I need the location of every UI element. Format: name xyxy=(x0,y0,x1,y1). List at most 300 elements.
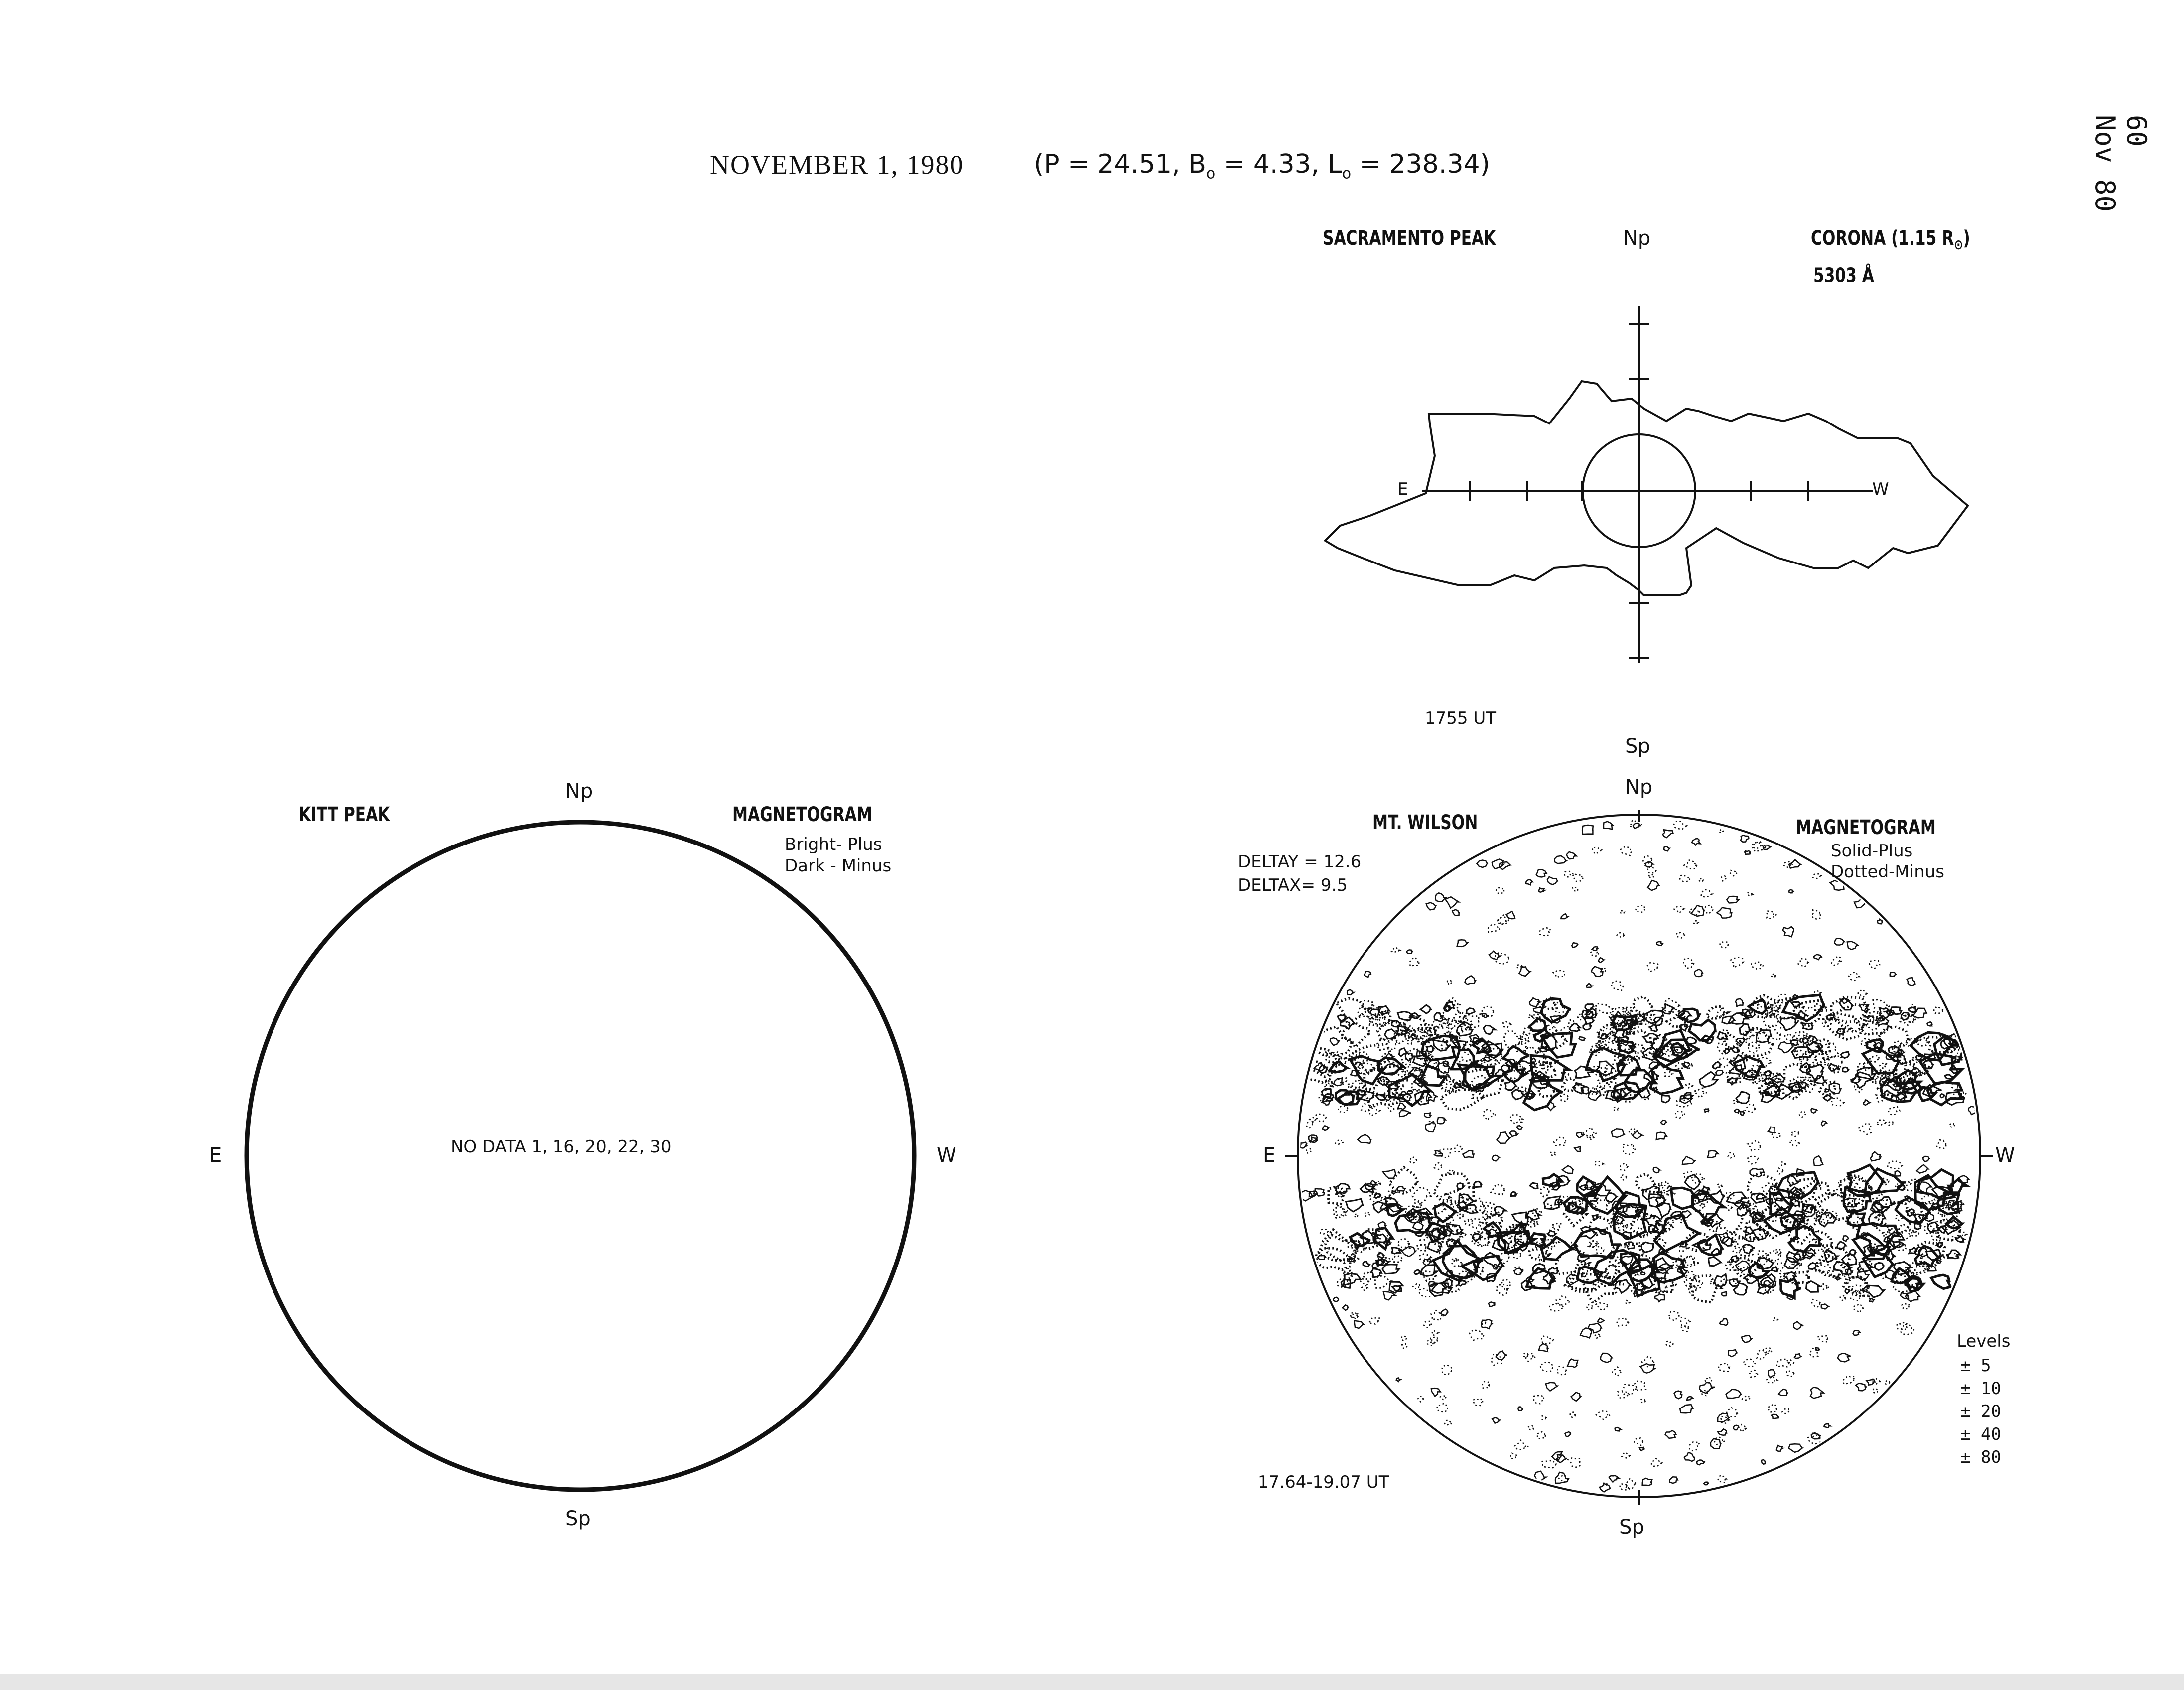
contour-line xyxy=(1437,1118,1446,1124)
contour-line xyxy=(1783,1206,1819,1230)
contour-line xyxy=(1948,1250,1961,1259)
contour-line xyxy=(1561,1094,1569,1101)
contour-line xyxy=(1890,973,1896,977)
contour-line xyxy=(1575,1146,1581,1151)
contour-line xyxy=(1517,1126,1522,1129)
contour-line xyxy=(1880,1063,1886,1069)
mt-wilson-time: 17.64-19.07 UT xyxy=(1258,1472,1389,1492)
contour-line xyxy=(1888,1160,1902,1169)
contour-line xyxy=(1869,961,1880,969)
contour-line xyxy=(1620,1163,1629,1170)
contour-line xyxy=(1465,976,1476,984)
contour-line xyxy=(1817,1336,1828,1342)
b0-subscript-icon: o xyxy=(1206,165,1216,183)
contour-line xyxy=(1713,1062,1720,1069)
contour-line xyxy=(1686,1084,1692,1088)
contour-line xyxy=(1915,1223,1921,1229)
header-b0-text: = 4.33, L xyxy=(1223,149,1342,179)
contour-line xyxy=(1655,1294,1665,1302)
contour-line xyxy=(1514,1440,1528,1450)
contour-line xyxy=(1555,1472,1569,1483)
contour-line xyxy=(1708,1257,1721,1266)
contour-line xyxy=(1666,1341,1673,1346)
contour-line xyxy=(1567,852,1577,859)
contour-line xyxy=(1730,870,1737,876)
contour-line xyxy=(1565,1432,1571,1437)
contour-line xyxy=(1346,1199,1363,1212)
contour-line xyxy=(1468,1219,1483,1228)
contour-line xyxy=(1527,1268,1554,1289)
contour-line xyxy=(1740,1024,1752,1035)
contour-line xyxy=(1683,958,1694,968)
contour-line xyxy=(1551,1152,1555,1155)
mt-wilson-disk xyxy=(1298,815,1980,1497)
contour-line xyxy=(1354,1321,1364,1328)
contour-line xyxy=(1737,1029,1773,1056)
contour-line xyxy=(1620,911,1624,914)
contour-line xyxy=(1557,1367,1567,1375)
contour-line xyxy=(1763,845,1770,849)
contour-line xyxy=(1474,1181,1481,1187)
contour-line xyxy=(1528,1014,1533,1018)
contour-line xyxy=(1824,1424,1830,1428)
corona-outline xyxy=(1325,381,1968,595)
contour-line xyxy=(1333,1297,1339,1302)
contour-line xyxy=(1482,1381,1490,1388)
contour-line xyxy=(1621,847,1631,856)
contour-line xyxy=(1633,996,1654,1015)
contour-line xyxy=(1772,1268,1778,1272)
mt-wilson-west-label: W xyxy=(1995,1144,2015,1167)
contour-line xyxy=(1382,1265,1399,1274)
contour-line xyxy=(1720,1319,1728,1326)
contour-line xyxy=(1554,856,1567,863)
contour-line xyxy=(1763,1348,1772,1354)
contour-line xyxy=(1786,1371,1794,1377)
contour-line xyxy=(1495,1207,1506,1216)
mt-wilson-observatory: MT. WILSON xyxy=(1372,811,1478,834)
contour-line xyxy=(1728,1153,1735,1158)
contour-line xyxy=(1626,1300,1630,1304)
contour-line xyxy=(1300,1142,1308,1148)
contour-line xyxy=(1854,899,1865,908)
contour-line xyxy=(1338,1015,1346,1022)
contour-line xyxy=(1577,1208,1585,1214)
contour-line xyxy=(1775,1249,1782,1255)
contour-line xyxy=(1927,1022,1932,1026)
contour-line xyxy=(1568,1458,1580,1467)
mt-wilson-levels-list xyxy=(1960,1354,2001,1469)
contour-line xyxy=(1586,984,1592,987)
contour-line xyxy=(1420,1065,1446,1086)
contour-line xyxy=(1466,1008,1475,1014)
contour-line xyxy=(1663,830,1673,838)
contour-line xyxy=(1916,1165,1928,1173)
contour-line xyxy=(1665,1051,1673,1057)
contour-line xyxy=(1425,1122,1436,1132)
contour-line xyxy=(1503,1021,1511,1027)
contour-line xyxy=(1398,1103,1406,1110)
contour-line xyxy=(1397,1187,1405,1191)
contour-line xyxy=(1423,1259,1432,1266)
contour-line xyxy=(1802,1023,1813,1029)
contour-line xyxy=(1595,1334,1600,1338)
header-p-text: (P = 24.51, B xyxy=(1034,149,1206,179)
contour-line xyxy=(1554,1137,1566,1146)
contour-line xyxy=(1848,1211,1864,1226)
contour-line xyxy=(1735,1109,1739,1113)
contour-line xyxy=(1582,825,1593,834)
mt-wilson-disk-group xyxy=(1285,810,1993,1505)
contour-line xyxy=(1541,998,1570,1022)
mt-wilson-levels-title: Levels xyxy=(1957,1331,2011,1351)
contour-line xyxy=(1940,1094,1945,1098)
contour-line xyxy=(1534,1471,1546,1481)
contour-line xyxy=(1810,1387,1824,1398)
contour-line xyxy=(1647,963,1658,972)
contour-line xyxy=(1736,999,1743,1007)
contour-line xyxy=(1689,1020,1715,1040)
contour-line xyxy=(1661,1185,1670,1195)
contour-line xyxy=(1546,1383,1557,1391)
contour-line xyxy=(1582,1270,1623,1303)
contour-line xyxy=(1588,1091,1601,1101)
contour-line xyxy=(1401,1336,1407,1341)
contour-line xyxy=(1491,1184,1505,1195)
contour-line xyxy=(1526,880,1533,885)
contour-line xyxy=(1717,908,1732,918)
corona-north-label: Np xyxy=(1623,227,1651,250)
contour-line xyxy=(1426,1046,1434,1052)
contour-line xyxy=(1768,1127,1774,1133)
contour-line xyxy=(1840,1296,1846,1300)
contour-line xyxy=(1392,1256,1402,1262)
contour-line xyxy=(1369,1107,1380,1116)
contour-line xyxy=(1307,1120,1314,1128)
contour-line xyxy=(1519,967,1530,976)
contour-line xyxy=(1492,859,1504,869)
corona-title-text: CORONA (1.15 R xyxy=(1811,227,1954,250)
contour-line xyxy=(1747,892,1753,896)
contour-line xyxy=(1336,1206,1348,1215)
contour-line xyxy=(1676,932,1685,938)
contour-line xyxy=(1814,1156,1823,1166)
contour-line xyxy=(1644,1010,1663,1023)
contour-line xyxy=(1502,1279,1511,1290)
contour-line xyxy=(1488,924,1500,932)
contour-line xyxy=(1434,1173,1474,1202)
contour-line xyxy=(1674,1047,1683,1053)
contour-line xyxy=(1636,1174,1657,1193)
kitt-peak-no-data-note: NO DATA 1, 16, 20, 22, 30 xyxy=(451,1137,672,1157)
contour-line xyxy=(1561,914,1568,919)
contour-line xyxy=(1665,1430,1676,1438)
contour-line xyxy=(1937,1140,1948,1148)
contour-line xyxy=(1692,839,1700,845)
contour-line xyxy=(1748,1156,1759,1164)
contour-line xyxy=(1777,1359,1789,1367)
contour-line xyxy=(1492,1155,1499,1161)
contour-line xyxy=(1889,1107,1900,1115)
contour-line xyxy=(1611,981,1624,991)
contour-line xyxy=(1651,1458,1662,1466)
contour-line xyxy=(1570,1412,1575,1418)
contour-line xyxy=(1867,1380,1875,1385)
contour-line xyxy=(1595,1003,1613,1014)
contour-line xyxy=(1511,1192,1517,1196)
contour-line xyxy=(1815,1076,1826,1084)
contour-line xyxy=(1875,1263,1884,1270)
contour-line xyxy=(1365,971,1371,977)
contour-line xyxy=(1368,1318,1379,1324)
contour-line xyxy=(1452,1259,1463,1266)
contour-line xyxy=(1622,1384,1638,1394)
contour-line xyxy=(1764,1026,1780,1040)
contour-line xyxy=(1640,1364,1655,1373)
contour-line xyxy=(1484,1110,1496,1121)
contour-line xyxy=(1464,1220,1473,1225)
contour-line xyxy=(1410,1067,1423,1077)
contour-line xyxy=(1704,1109,1709,1113)
contour-line xyxy=(1510,1453,1516,1459)
contour-line xyxy=(1888,1122,1894,1126)
contour-line xyxy=(1572,943,1577,948)
contour-line xyxy=(1621,1175,1628,1180)
contour-line xyxy=(1718,1429,1727,1435)
contour-line xyxy=(1539,888,1545,892)
contour-line xyxy=(1788,1444,1802,1452)
contour-line xyxy=(1428,1242,1442,1253)
contour-line xyxy=(1571,1393,1581,1401)
magnetogram-contours xyxy=(1296,820,1977,1492)
contour-line xyxy=(1489,951,1501,960)
contour-line xyxy=(1834,938,1844,945)
header-date-text: NOVEMBER 1, 1980 xyxy=(710,150,964,180)
contour-line xyxy=(1680,1405,1693,1413)
contour-line xyxy=(1745,851,1750,854)
contour-line xyxy=(1452,910,1459,916)
contour-line xyxy=(1592,847,1601,854)
contour-line xyxy=(1441,1309,1448,1316)
contour-line xyxy=(1497,1132,1510,1143)
contour-line xyxy=(1949,1123,1955,1127)
contour-line xyxy=(1749,1370,1758,1377)
kitt-peak-observatory: KITT PEAK xyxy=(299,803,390,826)
contour-line xyxy=(1749,999,1766,1014)
contour-line xyxy=(1573,874,1583,882)
level-item: ± 10 xyxy=(1960,1379,2001,1399)
contour-line xyxy=(1416,1245,1426,1251)
contour-line xyxy=(1699,1383,1715,1394)
contour-line xyxy=(1839,998,1852,1010)
contour-line xyxy=(1768,1404,1776,1412)
contour-line xyxy=(1539,1344,1548,1352)
corona-west-label: W xyxy=(1872,479,1889,499)
contour-line xyxy=(1761,1460,1765,1464)
contour-line xyxy=(1388,1106,1394,1111)
contour-line xyxy=(1457,1214,1463,1219)
contour-line xyxy=(1540,1362,1553,1371)
contour-line xyxy=(1727,896,1739,903)
contour-line xyxy=(1383,1169,1396,1178)
contour-line xyxy=(1330,1062,1347,1072)
contour-line xyxy=(1623,1144,1636,1155)
contour-line xyxy=(1598,1318,1604,1323)
contour-line xyxy=(1821,1304,1828,1309)
contour-line xyxy=(1743,1244,1755,1254)
kitt-peak-north-label: Np xyxy=(565,780,593,803)
contour-line xyxy=(1847,942,1858,950)
contour-line xyxy=(1424,1113,1431,1118)
contour-line xyxy=(1615,1280,1631,1293)
contour-line xyxy=(1934,1006,1944,1014)
contour-line xyxy=(1552,1223,1561,1230)
contour-line xyxy=(1306,1149,1311,1153)
contour-line xyxy=(1562,1166,1573,1173)
contour-line xyxy=(1662,999,1679,1012)
contour-line xyxy=(1407,1040,1413,1044)
contour-line xyxy=(1567,1359,1578,1368)
contour-line xyxy=(1493,1238,1509,1250)
contour-line xyxy=(1704,905,1713,914)
contour-line xyxy=(1837,1242,1846,1250)
contour-line xyxy=(1581,1087,1589,1094)
contour-line xyxy=(1697,1460,1704,1465)
contour-line xyxy=(1596,1411,1610,1419)
contour-line xyxy=(1739,1245,1753,1256)
contour-line xyxy=(1716,1070,1723,1075)
contour-line xyxy=(1782,1409,1789,1413)
mt-wilson-south-label: Sp xyxy=(1619,1516,1644,1539)
contour-line xyxy=(1615,1427,1621,1431)
contour-line xyxy=(1641,1242,1653,1253)
contour-line xyxy=(1729,1013,1748,1024)
contour-line xyxy=(1843,1067,1849,1072)
contour-line xyxy=(1323,1126,1329,1130)
contour-line xyxy=(1484,1025,1496,1034)
contour-line xyxy=(1816,1348,1819,1350)
contour-line xyxy=(1542,1033,1575,1057)
contour-line xyxy=(1506,911,1515,919)
contour-line xyxy=(1889,1046,1902,1055)
contour-line xyxy=(1811,910,1821,919)
contour-line xyxy=(1752,962,1764,969)
contour-line xyxy=(1687,1037,1696,1044)
contour-line xyxy=(1648,875,1654,878)
kitt-peak-legend-minus: Dark - Minus xyxy=(785,856,892,876)
contour-line xyxy=(1821,1121,1827,1126)
contour-line xyxy=(1442,1365,1452,1374)
contour-line xyxy=(1470,1330,1484,1340)
mt-wilson-legend-minus: Dotted-Minus xyxy=(1831,862,1945,882)
contour-line xyxy=(1726,1390,1741,1399)
page-month-year: Nov 80 xyxy=(2089,115,2121,212)
corona-south-label: Sp xyxy=(1625,735,1650,758)
contour-line xyxy=(1445,897,1459,908)
contour-line xyxy=(1458,1194,1474,1209)
contour-line xyxy=(1528,1426,1534,1430)
contour-line xyxy=(1902,1304,1910,1309)
contour-line xyxy=(1772,1133,1781,1138)
contour-line xyxy=(1398,1083,1404,1089)
contour-line xyxy=(1714,1274,1727,1286)
contour-line xyxy=(1642,1478,1652,1485)
contour-line xyxy=(1781,1162,1786,1166)
contour-line xyxy=(1704,1482,1708,1485)
contour-line xyxy=(1767,911,1776,919)
contour-line xyxy=(1634,1438,1643,1446)
contour-line xyxy=(1773,1318,1778,1321)
contour-line xyxy=(1681,1317,1691,1327)
contour-line xyxy=(1684,860,1697,869)
contour-line xyxy=(1374,1193,1380,1198)
contour-line xyxy=(1455,1145,1463,1152)
contour-line xyxy=(1694,921,1699,924)
contour-line xyxy=(1378,1058,1403,1074)
header-params xyxy=(1034,149,1490,182)
contour-line xyxy=(1426,903,1436,910)
contour-line xyxy=(1445,1420,1452,1425)
corona-title-close: ) xyxy=(1963,227,1970,250)
corona-observatory: SACRAMENTO PEAK xyxy=(1323,227,1496,250)
contour-line xyxy=(1778,1389,1787,1396)
contour-line xyxy=(1896,1198,1929,1223)
contour-line xyxy=(1392,1286,1401,1291)
contour-line xyxy=(1410,957,1419,966)
contour-line xyxy=(1499,862,1510,869)
contour-line xyxy=(1747,1173,1778,1195)
contour-line xyxy=(1768,1251,1781,1261)
contour-line xyxy=(1742,1335,1752,1342)
kitt-peak-type: MAGNETOGRAM xyxy=(732,803,872,826)
contour-line xyxy=(1518,1407,1522,1410)
contour-line xyxy=(1392,1248,1402,1254)
contour-line xyxy=(1434,1163,1442,1169)
contour-line xyxy=(1668,1312,1679,1321)
contour-line xyxy=(1695,969,1703,977)
contour-line xyxy=(1793,1322,1803,1330)
contour-line xyxy=(1701,889,1712,897)
contour-line xyxy=(1513,1253,1521,1259)
contour-line xyxy=(1794,1354,1801,1358)
contour-line xyxy=(1396,1378,1401,1382)
contour-line xyxy=(1620,1484,1629,1490)
contour-line xyxy=(1873,1389,1878,1393)
sun-symbol-icon: ⊙ xyxy=(1954,236,1963,253)
contour-line xyxy=(1498,1223,1535,1253)
contour-line xyxy=(1682,1156,1695,1164)
corona-time: 1755 UT xyxy=(1425,708,1496,728)
contour-line xyxy=(1813,874,1821,878)
contour-line xyxy=(1680,875,1690,882)
contour-line xyxy=(1843,1236,1849,1241)
contour-line xyxy=(1510,1115,1523,1124)
corona-plot xyxy=(1325,306,1968,663)
contour-line xyxy=(1496,1351,1507,1360)
contour-line xyxy=(1687,1397,1693,1400)
contour-line xyxy=(1418,1396,1424,1402)
contour-line xyxy=(1743,1359,1756,1367)
corona-east-label: E xyxy=(1397,479,1408,499)
contour-line xyxy=(1745,1104,1756,1113)
contour-line xyxy=(1590,950,1599,956)
scan-edge xyxy=(0,1674,2184,1690)
page-number: 60 xyxy=(2121,115,2152,147)
contour-line xyxy=(1900,1015,1914,1025)
contour-line xyxy=(1375,1276,1391,1288)
contour-line xyxy=(1622,1452,1630,1458)
contour-line xyxy=(1399,1111,1411,1117)
